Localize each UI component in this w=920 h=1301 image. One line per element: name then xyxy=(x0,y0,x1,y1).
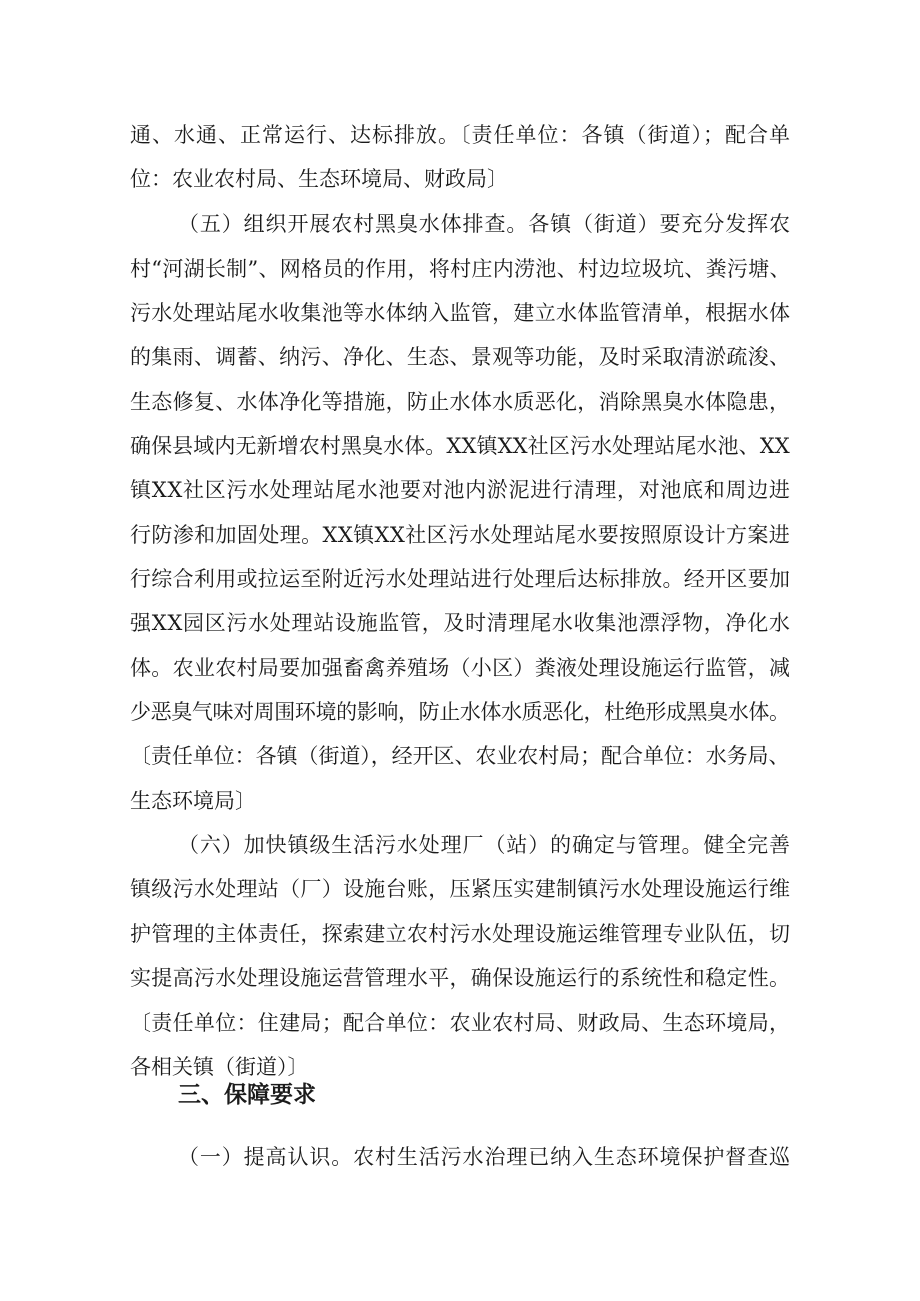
text-line: 镇级污水处理站（厂）设施台账，压紧压实建制镇污水处理设施运行维 xyxy=(130,877,791,901)
text-line: 实提高污水处理设施运营管理水平，确保设施运行的系统性和稳定性。 xyxy=(130,966,791,990)
text-line: 行防渗和加固处理。XX镇XX社区污水处理站尾水要按照原设计方案进 xyxy=(130,523,791,547)
text-line: （一）提高认识。农村生活污水治理已纳入生态环境保护督查巡 xyxy=(178,1145,791,1169)
text-line: 通、水通、正常运行、达标排放。〔责任单位：各镇（街道）；配合单 xyxy=(130,123,791,147)
text-line: 污水处理站尾水收集池等水体纳入监管，建立水体监管清单，根据水体 xyxy=(130,301,791,325)
section-heading: 三、保障要求 xyxy=(178,1082,316,1108)
text-line: 少恶臭气味对周围环境的影响，防止水体水质恶化，杜绝形成黑臭水体。 xyxy=(130,700,790,724)
text-line: 〔责任单位：住建局；配合单位：农业农村局、财政局、生态环境局， xyxy=(130,1011,791,1035)
text-line: 〔责任单位：各镇（街道），经开区、农业农村局；配合单位：水务局、 xyxy=(130,744,790,768)
text-line: 各相关镇（街道）〕 xyxy=(130,1055,309,1079)
text-line: （五）组织开展农村黑臭水体排查。各镇（街道）要充分发挥农 xyxy=(178,212,791,236)
text-line: 行综合利用或拉运至附近污水处理站进行处理后达标排放。经开区要加 xyxy=(130,567,791,591)
text-line: 体。农业农村局要加强畜禽养殖场（小区）粪液处理设施运行监管，减 xyxy=(130,656,791,680)
text-line: 强XX园区污水处理站设施监管，及时清理尾水收集池漂浮物，净化水 xyxy=(130,611,791,635)
text-line: 的集雨、调蓄、纳污、净化、生态、景观等功能，及时采取清淤疏浚、 xyxy=(130,345,791,369)
text-line: 村“河湖长制”、网格员的作用，将村庄内涝池、村边垃圾坑、粪污塘、 xyxy=(130,257,791,281)
text-line: 护管理的主体责任，探索建立农村污水处理设施运维管理专业队伍，切 xyxy=(130,922,791,946)
text-line: （六）加快镇级生活污水处理厂（站）的确定与管理。健全完善 xyxy=(178,833,791,857)
text-line: 生态环境局〕 xyxy=(130,789,256,813)
text-line: 位：农业农村局、生态环境局、财政局〕 xyxy=(130,167,508,191)
text-line: 镇XX社区污水处理站尾水池要对池内淤泥进行清理，对池底和周边进 xyxy=(130,478,791,502)
text-line: 确保县域内无新增农村黑臭水体。XX镇XX社区污水处理站尾水池、XX xyxy=(130,434,790,458)
text-line: 生态修复、水体净化等措施，防止水体水质恶化，消除黑臭水体隐患， xyxy=(130,390,791,414)
